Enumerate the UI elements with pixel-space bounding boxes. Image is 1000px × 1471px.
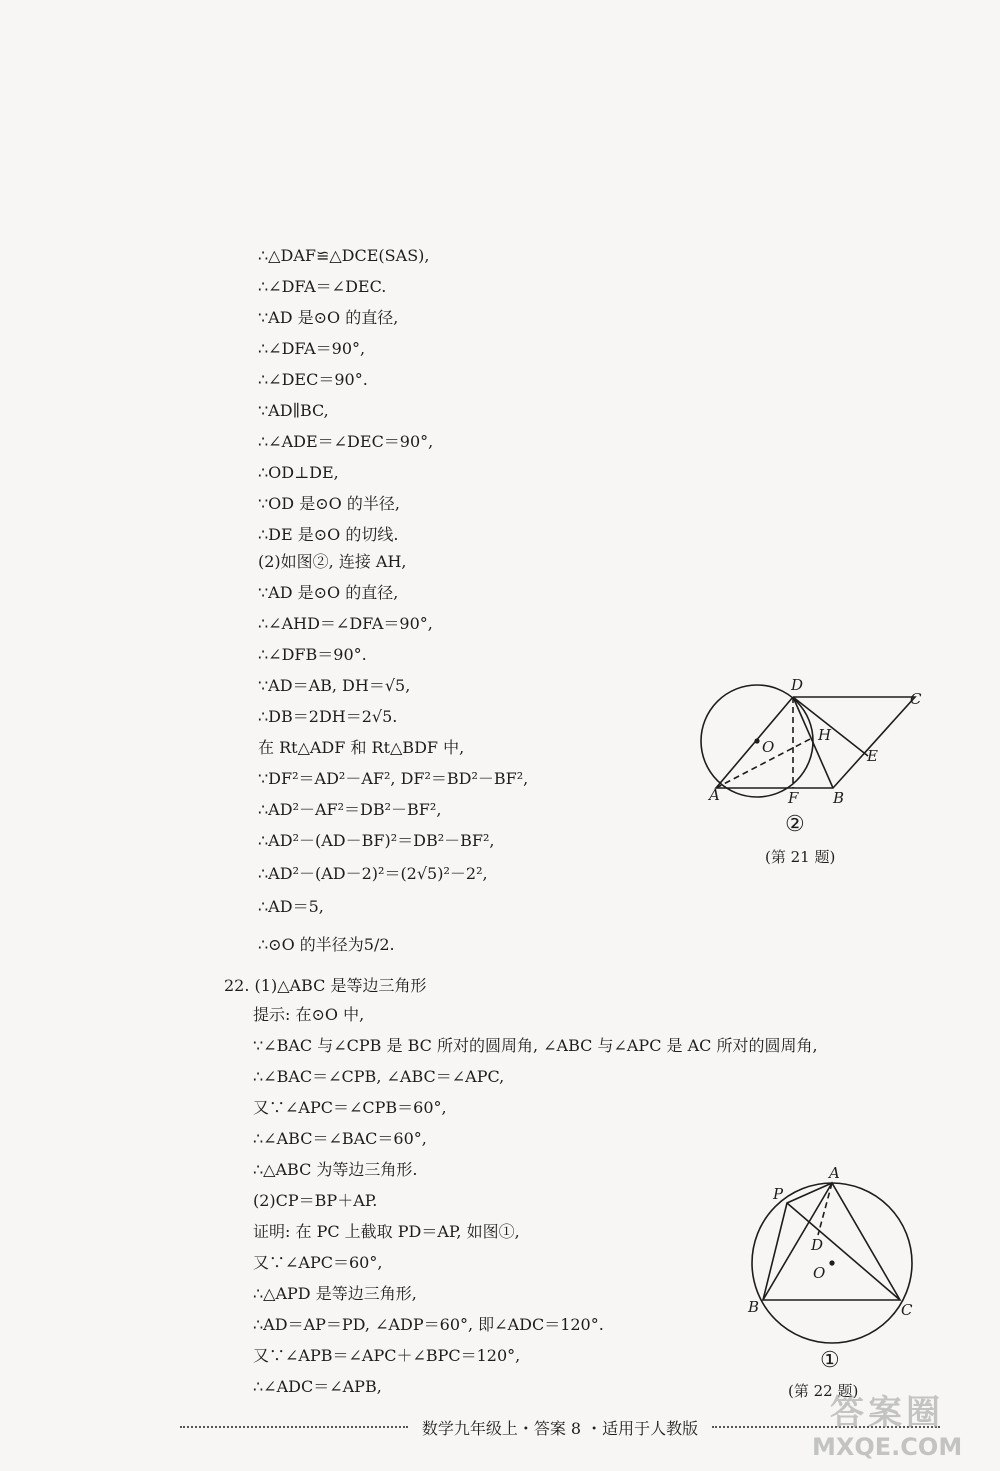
solution-line: ∴∠ADE＝∠DEC＝90°, [258,432,434,451]
point-label: H [818,726,832,744]
point-label: E [867,747,878,765]
solution-line: ∵AD 是⊙O 的直径, [258,308,399,327]
solution-line: ∴∠DFA＝∠DEC. [258,277,387,296]
segment-de [793,697,868,756]
segment-ad [818,1183,832,1235]
solution-line: ∴DB＝2DH＝2√5. [258,707,398,726]
point-label: B [748,1298,760,1316]
segment-db [793,697,833,788]
polyline-bpa [763,1183,832,1300]
point-label: C [901,1301,913,1319]
solution-line: (2)CP＝BP＋AP. [253,1191,378,1210]
solution-line: ∴AD＝AP＝PD, ∠ADP＝60°, 即∠ADC＝120°. [253,1315,604,1334]
solution-line: ∵DF²＝AD²－AF², DF²＝BD²－BF², [258,769,529,788]
point-label: D [811,1236,824,1254]
solution-line: ∴AD²－AF²＝DB²－BF², [258,800,442,819]
solution-line: ∴OD⊥DE, [258,463,339,482]
solution-line: ∵∠BAC 与∠CPB 是 BC 所对的圆周角, ∠ABC 与∠APC 是 AC 所对的圆周角, [253,1036,818,1055]
solution-line: ∴∠AHD＝∠DFA＝90°, [258,614,433,633]
solution-line: 22. (1)△ABC 是等边三角形 [224,976,427,995]
solution-line: ∴AD²－(AD－BF)²＝DB²－BF², [258,831,495,850]
solution-line: ∴DE 是⊙O 的切线. [258,525,399,544]
footer-text: 数学九年级上・答案 8 ・适用于人教版 [421,1418,699,1438]
point-label: O [813,1264,826,1282]
solution-line: ∵AD∥BC, [258,401,329,420]
point-label: B [833,789,845,807]
watermark [800,1385,1000,1471]
solution-line: ∴∠ABC＝∠BAC＝60°, [253,1129,427,1148]
solution-line: 又∵∠APC＝60°, [253,1253,383,1272]
figure-22-caption: (第 22 题) [788,1382,859,1400]
solution-line: 提示: 在⊙O 中, [253,1005,365,1024]
solution-line: ∴∠DFB＝90°. [258,645,367,664]
solution-line: 又∵∠APC＝∠CPB＝60°, [253,1098,447,1117]
solution-line: 在 Rt△ADF 和 Rt△BDF 中, [258,738,465,757]
watermark-url: MXQE.COM [812,1433,963,1461]
point-label: O [762,738,775,756]
circle-o [752,1183,912,1343]
footer-dots-left [180,1426,408,1428]
solution-line: ∴∠DFA＝90°, [258,339,366,358]
point-label: C [910,690,922,708]
solution-line: ∵AD 是⊙O 的直径, [258,583,399,602]
point-label: P [773,1185,784,1203]
figure-21-number: ② [785,812,805,837]
outer-shape [716,697,915,788]
solution-line: ∵OD 是⊙O 的半径, [258,494,400,513]
circle-o [701,685,813,797]
solution-line: 又∵∠APB＝∠APC＋∠BPC＝120°, [253,1346,521,1365]
figure-22-number: ① [820,1348,840,1373]
center-dot [829,1260,834,1265]
solution-line: ∴∠DEC＝90°. [258,370,368,389]
solution-line: ∴⊙O 的半径为5/2. [258,935,395,954]
solution-line: ∴∠BAC＝∠CPB, ∠ABC＝∠APC, [253,1067,505,1086]
solution-line: (2)如图②, 连接 AH, [258,552,407,571]
point-label: A [709,786,720,804]
figure-21-caption: (第 21 题) [765,848,836,866]
segment-pc [787,1203,900,1300]
solution-line: ∵AD＝AB, DH＝√5, [258,676,411,695]
center-dot [754,738,759,743]
solution-line: 证明: 在 PC 上截取 PD＝AP, 如图①, [253,1222,520,1241]
solution-line: ∴AD²－(AD－2)²＝(2√5)²－2², [258,864,488,883]
solution-line: ∴△APD 是等边三角形, [253,1284,417,1303]
point-label: A [829,1164,840,1182]
solution-line: ∴AD＝5, [258,897,324,916]
solution-line: ∴△ABC 为等边三角形. [253,1160,418,1179]
solution-line: ∴∠ADC＝∠APB, [253,1377,382,1396]
triangle-abc [763,1183,900,1300]
point-label: D [791,676,804,694]
segment-ah [716,738,812,788]
point-label: F [788,789,799,807]
solution-line: ∴△DAF≌△DCE(SAS), [258,246,430,265]
watermark-logo-text: 答案圈 [830,1393,944,1433]
